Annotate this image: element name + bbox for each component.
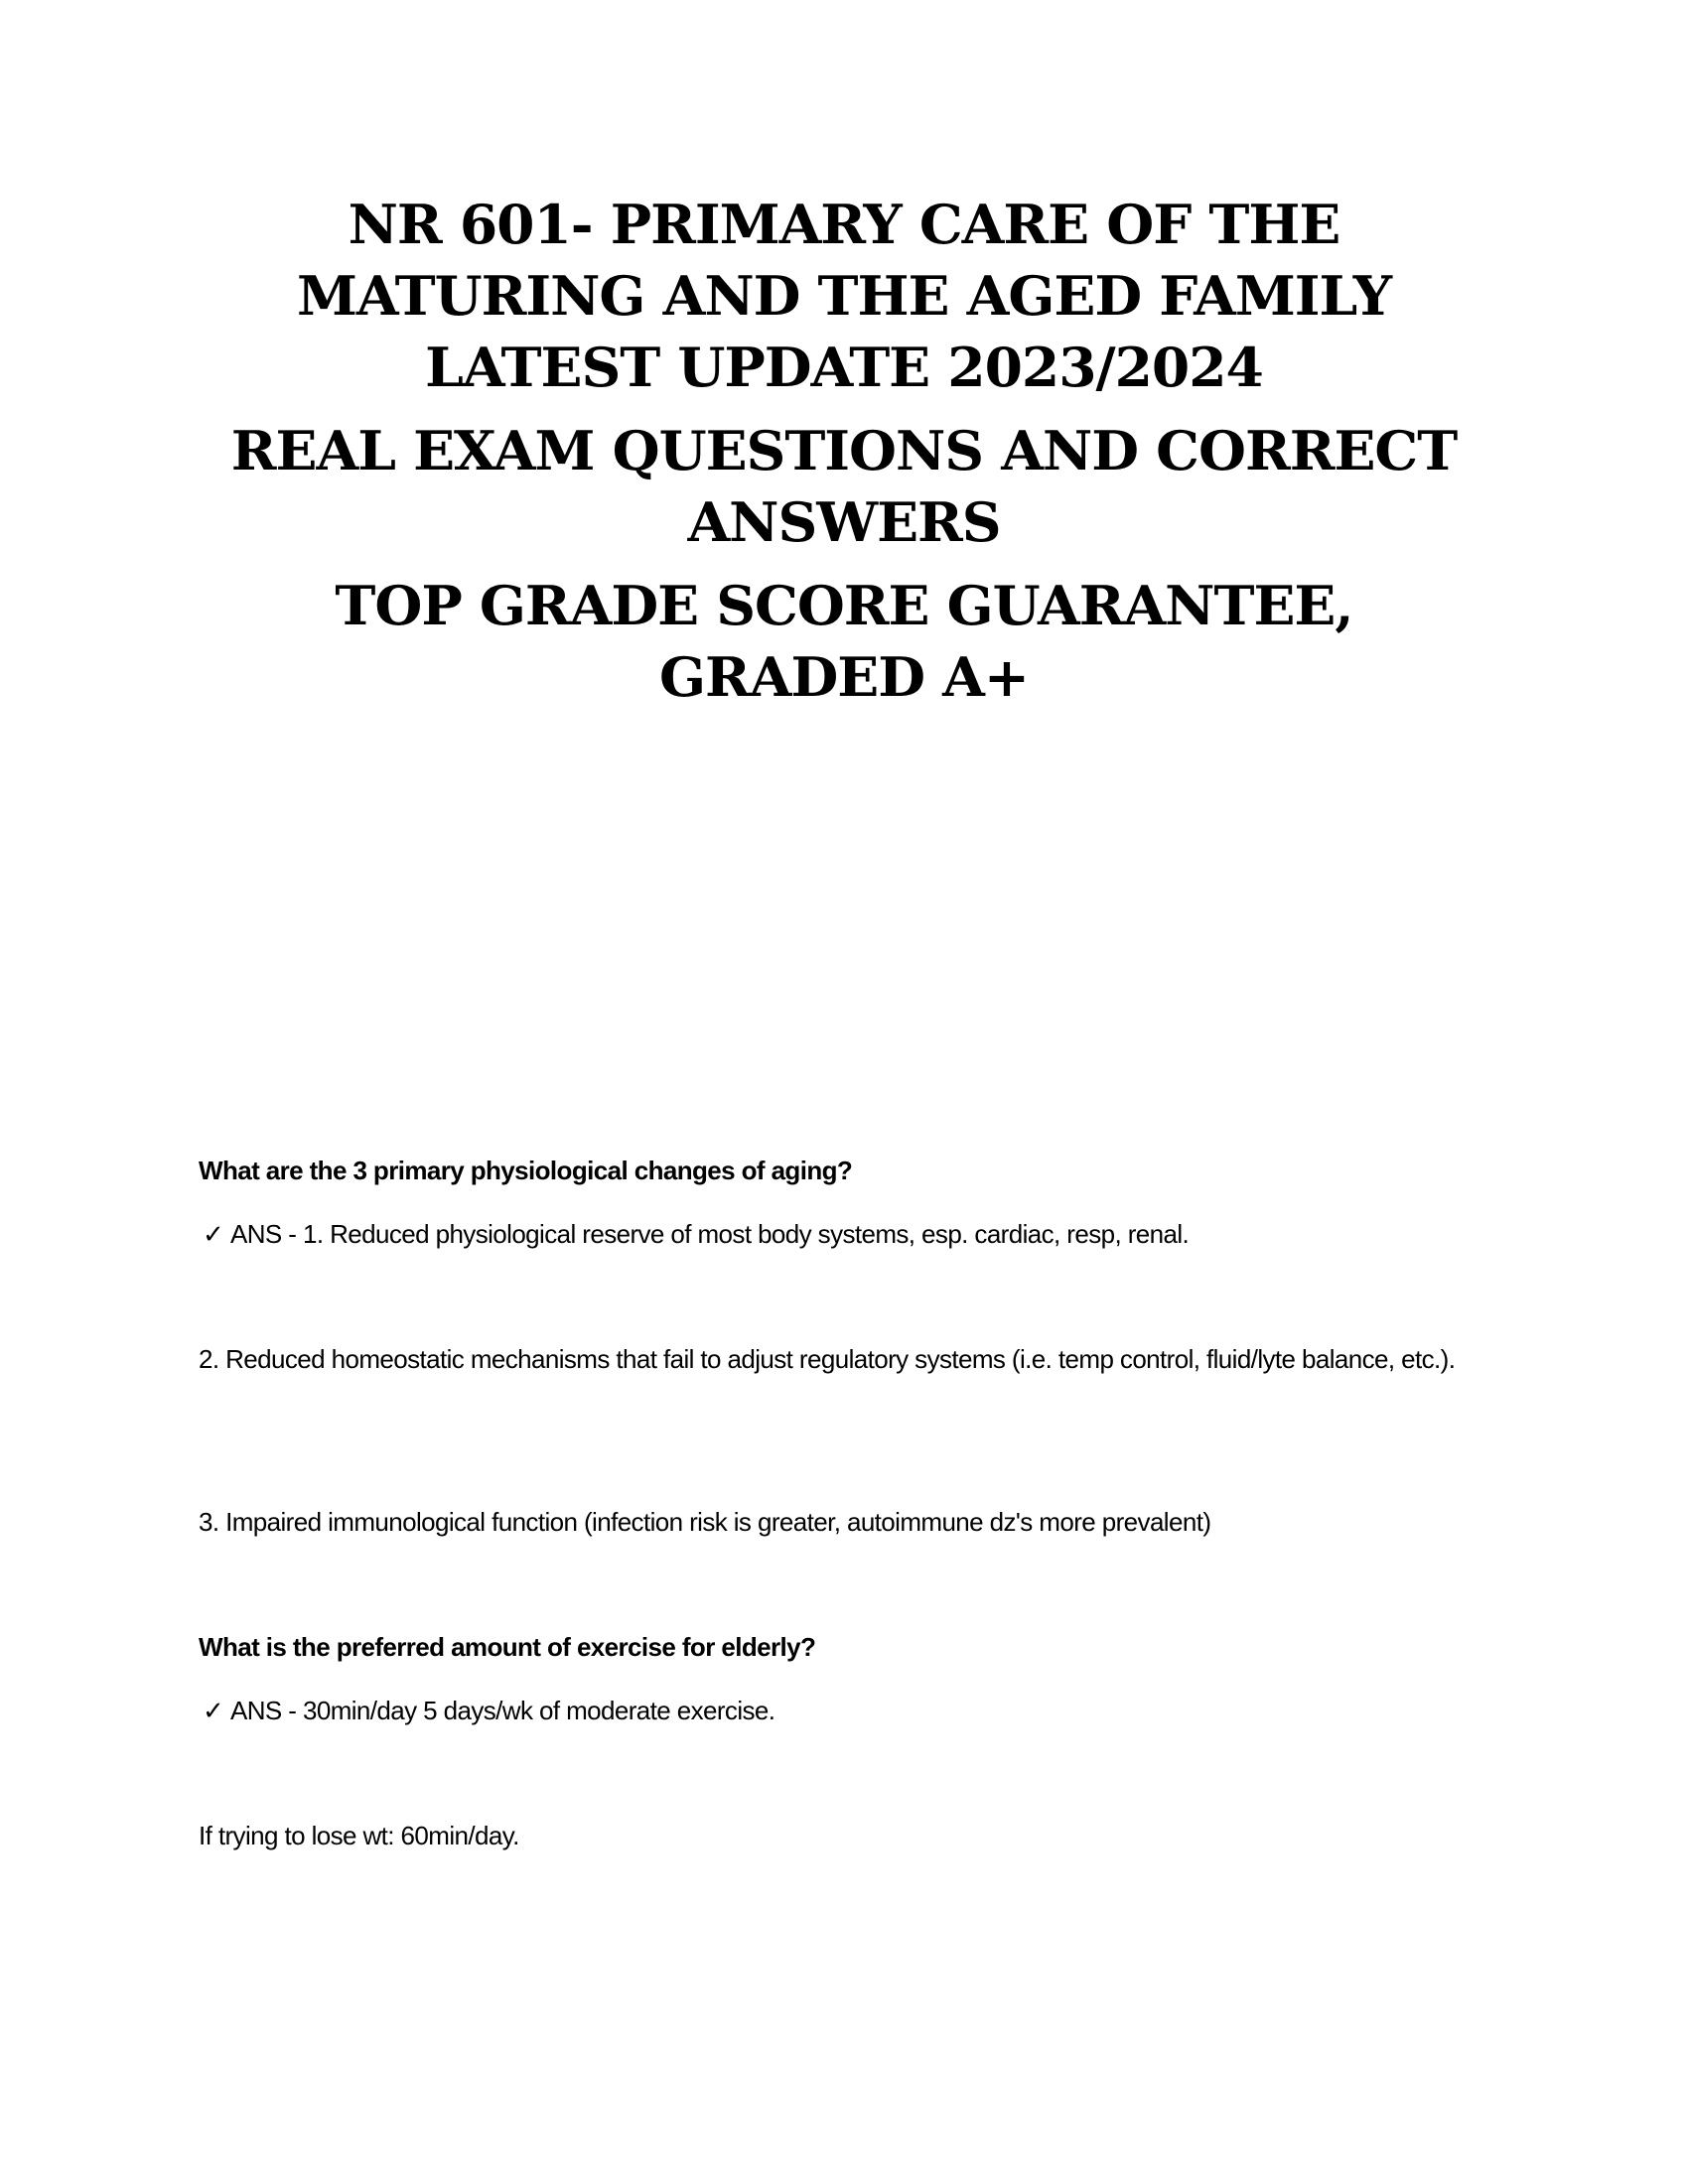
answer-1-point-2: 2. Reduced homeostatic mechanisms that fail to adjust regulatory systems (i.e. temp control, fluid/lyte balance, etc.). xyxy=(199,1344,1456,1374)
check-icon: ✓ xyxy=(203,1219,224,1249)
title-line: NR 601- PRIMARY CARE OF THE xyxy=(348,193,1340,256)
document-title xyxy=(0,189,1688,725)
answer-text: - 30min/day 5 days/wk of moderate exercise. xyxy=(281,1696,775,1725)
title-group-course xyxy=(0,189,1688,403)
question-2: What is the preferred amount of exercise for elderly? xyxy=(199,1632,816,1662)
answer-1-point-3: 3. Impaired immunological function (infection risk is greater, autoimmune dz's more prevalent) xyxy=(199,1507,1211,1537)
title-line: REAL EXAM QUESTIONS AND CORRECT xyxy=(230,419,1458,482)
check-icon: ✓ xyxy=(203,1696,224,1725)
answer-2-note: If trying to lose wt: 60min/day. xyxy=(199,1821,519,1850)
answer-prefix: ANS xyxy=(230,1219,282,1249)
title-line: GRADED A+ xyxy=(659,645,1029,709)
question-1: What are the 3 primary physiological changes of aging? xyxy=(199,1156,853,1185)
answer-1 xyxy=(199,1213,1489,1255)
answer-prefix: ANS xyxy=(230,1696,282,1725)
answer-text: - 1. Reduced physiological reserve of most body systems, esp. cardiac, resp, renal. xyxy=(281,1219,1190,1249)
title-group-grade xyxy=(0,570,1688,713)
answer-2 xyxy=(199,1690,1489,1731)
title-line: TOP GRADE SCORE GUARANTEE, xyxy=(335,574,1353,637)
title-group-exam xyxy=(0,415,1688,558)
title-line: ANSWERS xyxy=(687,490,1001,554)
title-line: LATEST UPDATE 2023/2024 xyxy=(425,336,1263,399)
title-line: MATURING AND THE AGED FAMILY xyxy=(296,264,1392,328)
